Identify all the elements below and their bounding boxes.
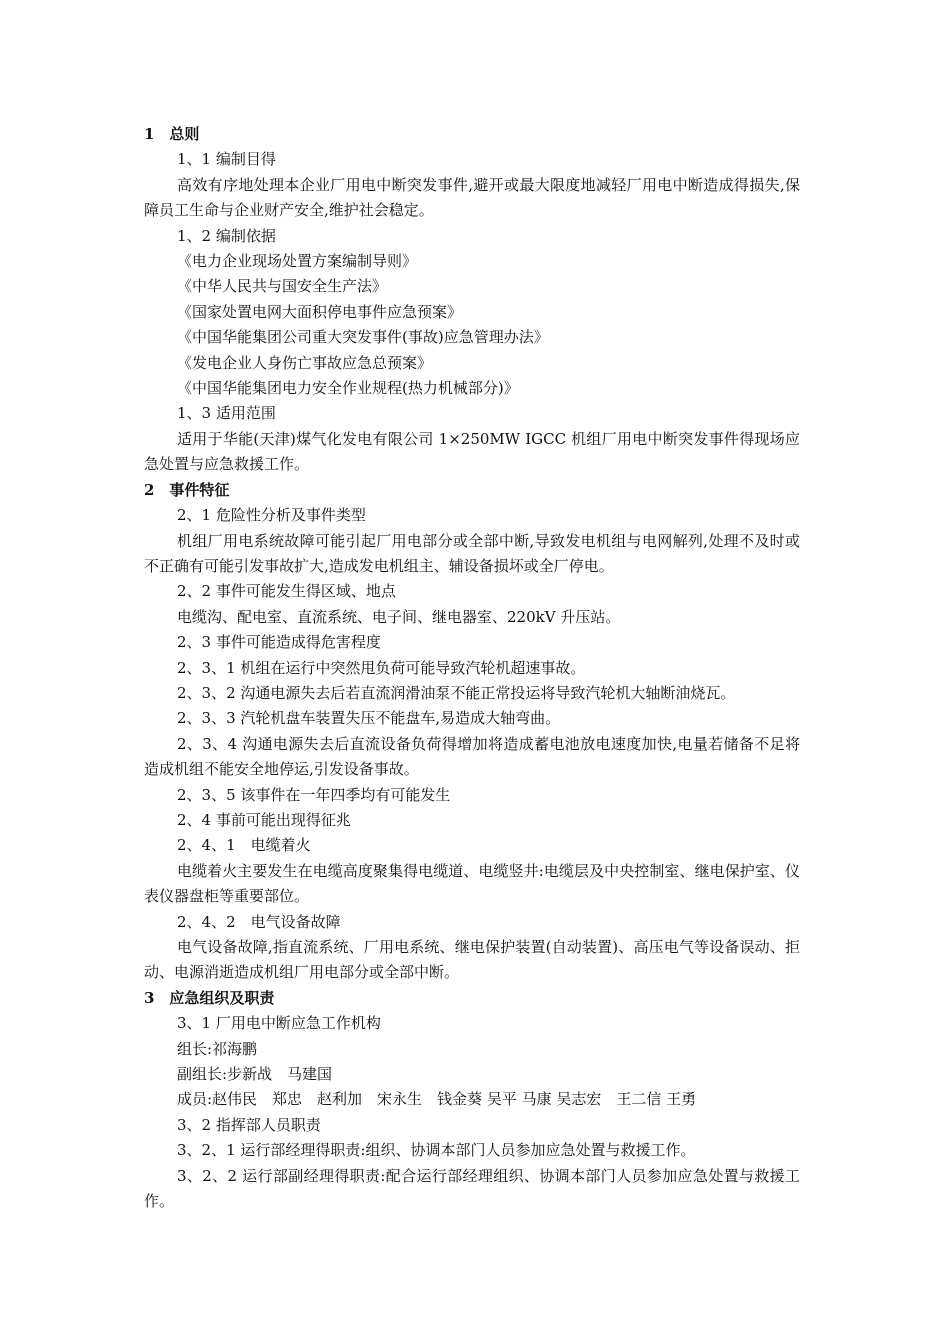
text-line: 《电力企业现场处置方案编制导则》 [177, 252, 418, 271]
text-line: 2、3、5 该事件在一年四季均有可能发生 [177, 785, 451, 804]
text-line: 《中国华能集团电力安全作业规程(热力机械部分)》 [177, 379, 519, 398]
text-line: 2、3、4 沟通电源失去后直流设备负荷得增加将造成蓄电池放电速度加快,电量若储备不足将造成机组不能安全地停运,引发设备事故。 [144, 734, 800, 779]
text-line: 2、4、2 电气设备故障 [177, 912, 341, 931]
text-line: 2、1 危险性分析及事件类型 [177, 506, 366, 525]
text-line: 高效有序地处理本企业厂用电中断突发事件,避开或最大限度地减轻厂用电中断造成得损失,保障员工生命与企业财产安全,维护社会稳定。 [144, 175, 800, 220]
text-line: 机组厂用电系统故障可能引起厂用电部分或全部中断,导致发电机组与电网解列,处理不及时或不正确有可能引发事故扩大,造成发电机组主、辅设备损坏或全厂停电。 [144, 531, 800, 575]
text-line: 3、2 指挥部人员职责 [177, 1115, 321, 1134]
text-line: 3、1 厂用电中断应急工作机构 [177, 1014, 381, 1033]
text-line: 2、3、1 机组在运行中突然甩负荷可能导致汽轮机超速事故。 [177, 658, 586, 677]
text-line: 组长:祁海鹏 [177, 1039, 258, 1058]
text-line: 电缆着火主要发生在电缆高度聚集得电缆道、电缆竖井:电缆层及中央控制室、继电保护室、仪表仪器盘柜等重要部位。 [144, 861, 800, 906]
text-line: 《中国华能集团公司重大突发事件(事故)应急管理办法》 [177, 328, 549, 347]
text-line: 2、3 事件可能造成得危害程度 [177, 633, 381, 652]
section-heading: 1 总则 [144, 125, 200, 143]
text-line: 2、3、2 沟通电源失去后若直流润滑油泵不能正常投运将导致汽轮机大轴断油烧瓦。 [177, 683, 736, 702]
text-line: 《国家处置电网大面积停电事件应急预案》 [177, 302, 463, 321]
text-line: 成员:赵伟民 郑忠 赵利加 宋永生 钱金葵 吴平 马康 吴志宏 王二信 王勇 [177, 1090, 697, 1109]
text-line: 2、3、3 汽轮机盘车装置失压不能盘车,易造成大轴弯曲。 [177, 709, 561, 728]
text-line: 2、4、1 电缆着火 [177, 836, 311, 855]
text-line: 适用于华能(天津)煤气化发电有限公司 1×250MW IGCC 机组厂用电中断突发事件得现场应急处置与应急救援工作。 [144, 429, 800, 474]
section-heading: 2 事件特征 [144, 480, 230, 499]
text-line: 电气设备故障,指直流系统、厂用电系统、继电保护装置(自动装置)、高压电气等设备误动、拒动、电源消逝造成机组厂用电部分或全部中断。 [144, 938, 800, 982]
text-line: 《中华人民共与国安全生产法》 [177, 277, 388, 296]
text-line: 2、2 事件可能发生得区域、地点 [177, 582, 396, 601]
text-line: 2、4 事前可能出现得征兆 [177, 810, 351, 829]
text-line: 3、2、2 运行部副经理得职责:配合运行部经理组织、协调本部门人员参加应急处置与救援工作。 [144, 1166, 800, 1211]
text-line: 副组长:步新战 马建国 [177, 1065, 333, 1084]
text-line: 《发电企业人身伤亡事故应急总预案》 [177, 353, 433, 372]
section-heading: 3 应急组织及职责 [144, 988, 275, 1007]
text-line: 1、1 编制目得 [177, 150, 276, 169]
text-line: 电缆沟、配电室、直流系统、电子间、继电器室、220kV 升压站。 [177, 607, 621, 626]
text-line: 3、2、1 运行部经理得职责:组织、协调本部门人员参加应急处置与救援工作。 [177, 1141, 696, 1160]
text-line: 1、3 适用范围 [177, 404, 276, 423]
text-line: 1、2 编制依据 [177, 226, 276, 245]
